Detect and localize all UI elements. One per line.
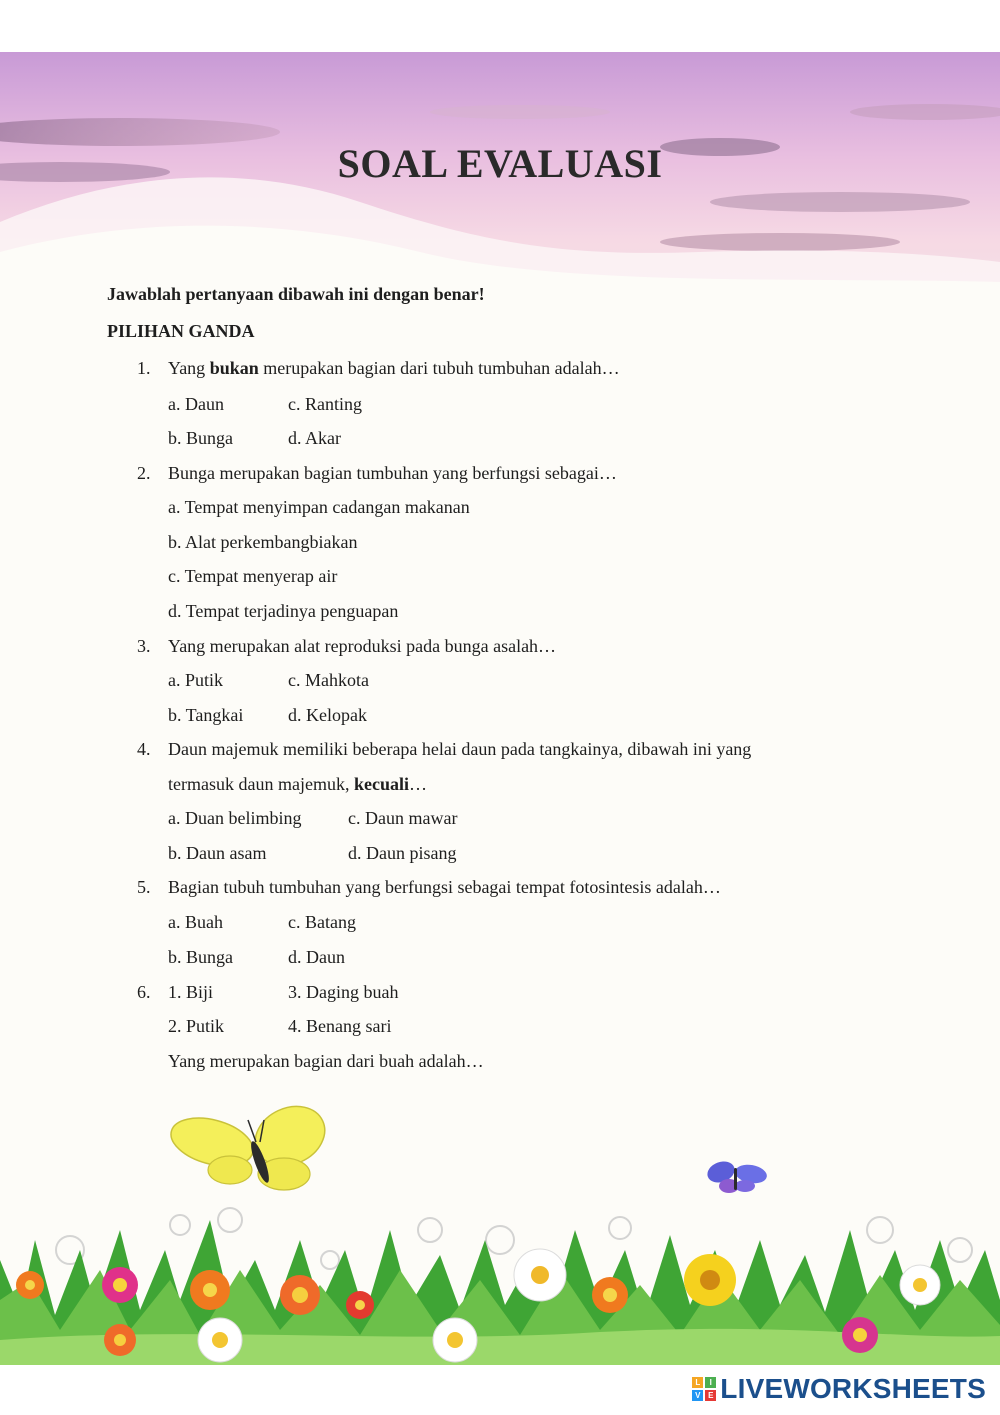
question-5-number: 5. xyxy=(137,877,151,897)
question-2-option-a[interactable]: a. Tempat menyimpan cadangan makanan xyxy=(168,497,470,517)
pink-flower-icon xyxy=(842,1317,878,1353)
question-2-option-d[interactable]: d. Tempat terjadinya penguapan xyxy=(168,601,399,621)
question-3-number: 3. xyxy=(137,636,151,656)
question-1-number: 1. xyxy=(137,358,151,378)
logo-letter-e: E xyxy=(705,1390,716,1401)
white-flower-icon xyxy=(433,1318,477,1362)
question-4-option-a[interactable]: a. Duan belimbing xyxy=(168,808,302,828)
question-4-text-line2-post: … xyxy=(408,774,427,794)
flower-meadow-illustration xyxy=(0,1100,1000,1370)
question-4-option-c[interactable]: c. Daun mawar xyxy=(348,808,458,828)
page-title: SOAL EVALUASI xyxy=(337,141,663,186)
question-3-option-d[interactable]: d. Kelopak xyxy=(288,705,367,725)
question-2-option-b[interactable]: b. Alat perkembangbiakan xyxy=(168,532,358,552)
question-3-text: Yang merupakan alat reproduksi pada bunga asalah… xyxy=(168,636,557,656)
question-1-text-post: merupakan bagian dari tubuh tumbuhan adalah… xyxy=(258,358,620,378)
question-1-option-b[interactable]: b. Bunga xyxy=(168,428,233,448)
liveworksheets-logo[interactable] xyxy=(692,1373,986,1405)
question-4-option-b[interactable]: b. Daun asam xyxy=(168,843,267,863)
red-flower-icon xyxy=(346,1291,374,1319)
orange-flower-icon xyxy=(190,1270,230,1310)
question-6-text: Yang merupakan bagian dari buah adalah… xyxy=(168,1051,484,1071)
question-2-option-c[interactable]: c. Tempat menyerap air xyxy=(168,566,338,586)
question-5-option-a[interactable]: a. Buah xyxy=(168,912,223,932)
white-flower-icon xyxy=(514,1249,566,1301)
question-1-text xyxy=(168,358,620,379)
question-3-option-b[interactable]: b. Tangkai xyxy=(168,705,244,725)
question-6-item-1: 1. Biji xyxy=(168,982,214,1002)
question-1-option-c[interactable]: c. Ranting xyxy=(288,394,362,414)
question-6-number: 6. xyxy=(137,982,151,1002)
logo-letter-i: I xyxy=(705,1377,716,1388)
white-flower-icon xyxy=(198,1318,242,1362)
question-4-text-line2-bold: kecuali xyxy=(353,774,409,794)
question-6-item-4: 4. Benang sari xyxy=(288,1016,392,1036)
liveworksheets-logo-icon xyxy=(692,1377,716,1401)
logo-letter-v: V xyxy=(692,1390,703,1401)
yellow-flower-icon xyxy=(684,1254,736,1306)
orange-flower-icon xyxy=(104,1324,136,1356)
section-heading: PILIHAN GANDA xyxy=(107,321,255,341)
question-4-text-line1: Daun majemuk memiliki beberapa helai daun pada tangkainya, dibawah ini yang xyxy=(168,739,752,759)
question-4-option-d[interactable]: d. Daun pisang xyxy=(348,843,457,863)
logo-letter-l: L xyxy=(692,1377,703,1388)
question-4-number: 4. xyxy=(137,739,151,759)
orange-flower-icon xyxy=(280,1275,320,1315)
question-5-text: Bagian tubuh tumbuhan yang berfungsi sebagai tempat fotosintesis adalah… xyxy=(168,877,721,897)
question-3-option-a[interactable]: a. Putik xyxy=(168,670,224,690)
question-3-option-c[interactable]: c. Mahkota xyxy=(288,670,369,690)
question-1-option-d[interactable]: d. Akar xyxy=(288,428,341,448)
question-6-item-3: 3. Daging buah xyxy=(288,982,399,1002)
yellow-butterfly-icon xyxy=(166,1100,335,1190)
question-4-text-line2 xyxy=(168,774,427,795)
blue-butterfly-icon xyxy=(704,1158,768,1193)
top-strip xyxy=(0,0,1000,52)
question-1-text-bold: bukan xyxy=(209,358,259,378)
orange-flower-icon xyxy=(16,1271,44,1299)
question-1-text-pre: Yang xyxy=(168,358,210,378)
question-1-option-a[interactable]: a. Daun xyxy=(168,394,224,414)
question-5-option-b[interactable]: b. Bunga xyxy=(168,947,233,967)
question-4-text-line2-pre: termasuk daun majemuk, xyxy=(168,774,354,794)
orange-flower-icon xyxy=(592,1277,628,1313)
question-6-item-2: 2. Putik xyxy=(168,1016,225,1036)
question-5-option-d[interactable]: d. Daun xyxy=(288,947,345,967)
liveworksheets-brand-name: LIVEWORKSHEETS xyxy=(720,1373,986,1404)
question-5-option-c[interactable]: c. Batang xyxy=(288,912,356,932)
pink-flower-icon xyxy=(102,1267,138,1303)
question-2-text: Bunga merupakan bagian tumbuhan yang berfungsi sebagai… xyxy=(168,463,617,483)
white-flower-icon xyxy=(900,1265,940,1305)
question-2-number: 2. xyxy=(137,463,151,483)
instruction-text: Jawablah pertanyaan dibawah ini dengan benar! xyxy=(107,284,485,304)
